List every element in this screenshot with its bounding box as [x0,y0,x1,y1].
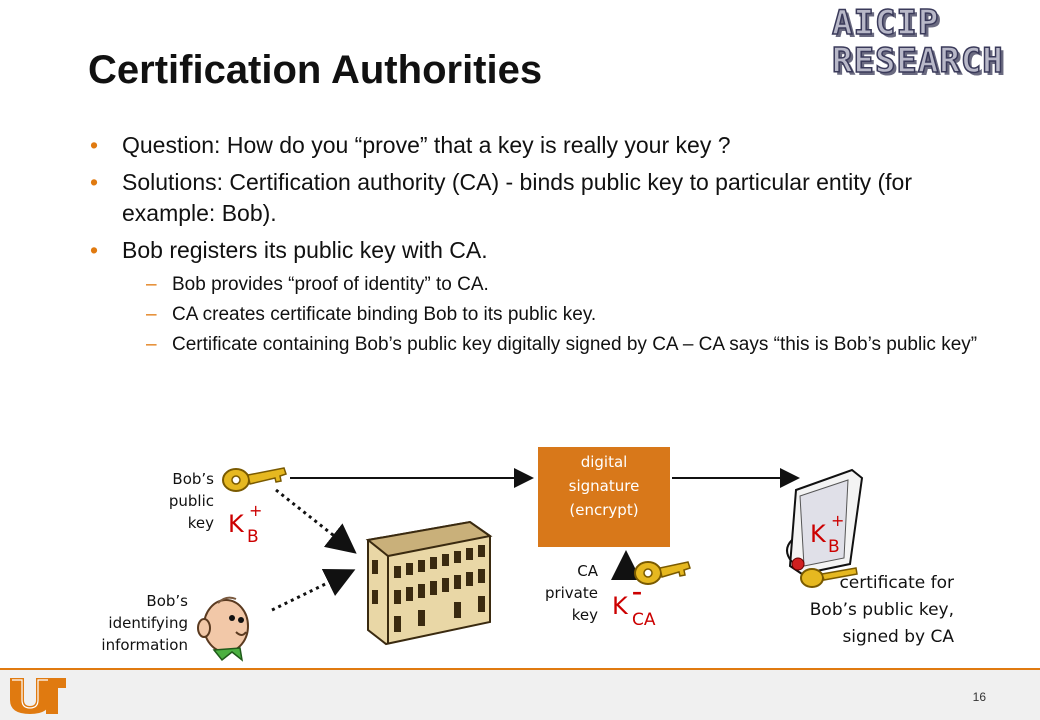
sub-bullet-text: Certificate containing Bob’s public key digitally signed by CA – CA says “this is Bob’s public key” [172,334,978,355]
sub-bullet-text: Bob provides “proof of identity” to CA. [172,274,489,295]
kca-superscript: – [632,580,642,604]
ca-key-icon [635,562,690,584]
kb-superscript: + [249,501,263,520]
cert-kb-subscript: B [828,537,840,557]
sub-bullet-item: – Bob provides “proof of identity” to CA. [146,274,489,295]
logo-line-1: AICIP [832,3,940,43]
page-number: 16 [972,690,986,704]
ut-logo-icon [8,676,68,716]
bob-key-label: Bob’s public key [168,470,214,532]
slide-title: Certification Authorities [88,48,543,92]
kca-minus-symbol: K [612,592,628,620]
certificate-label: certificate for Bob’s public key, signed by CA [809,573,954,647]
bullet-item: • Bob registers its public key with CA. [90,237,488,263]
bullet-text: Solutions: Certification authority (CA) - binds public key to particular entity (for example: Bob). [122,169,912,226]
kb-plus-symbol: K [228,510,244,538]
bullet-text: Question: How do you “prove” that a key is really your key ? [122,132,731,158]
ca-building-icon [368,522,490,644]
sub-bullet-item: – CA creates certificate binding Bob to its public key. [146,304,597,325]
footer-bar [0,670,1040,720]
bullet-item: • Question: How do you “prove” that a key is really your key ? [90,132,731,158]
bob-person-icon [198,598,248,660]
dotted-arrow-id-to-ca [272,572,350,610]
digital-signature-box: digital signature (encrypt) [538,447,670,547]
kca-subscript: CA [632,610,656,630]
bob-key-icon [223,468,286,491]
cert-kb-superscript: + [831,511,845,530]
logo-line-2: RESEARCH [832,41,1004,81]
sub-bullet-text: CA creates certificate binding Bob to its public key. [172,304,597,325]
bullet-text: Bob registers its public key with CA. [122,237,488,263]
kb-subscript: B [247,527,259,547]
sub-bullet-item: – Certificate containing Bob’s public key digitally signed by CA – CA says “this is Bob’s public key” [146,334,978,355]
bullet-item: • Solutions: Certification authority (CA) - binds public key to particular entity (for example: Bob). [90,169,912,226]
cert-kb-symbol: K [810,520,826,548]
ca-key-label: CA private key [544,562,598,624]
dotted-arrow-key-to-ca [276,490,352,550]
bob-id-label: Bob’s identifying information [101,592,188,654]
